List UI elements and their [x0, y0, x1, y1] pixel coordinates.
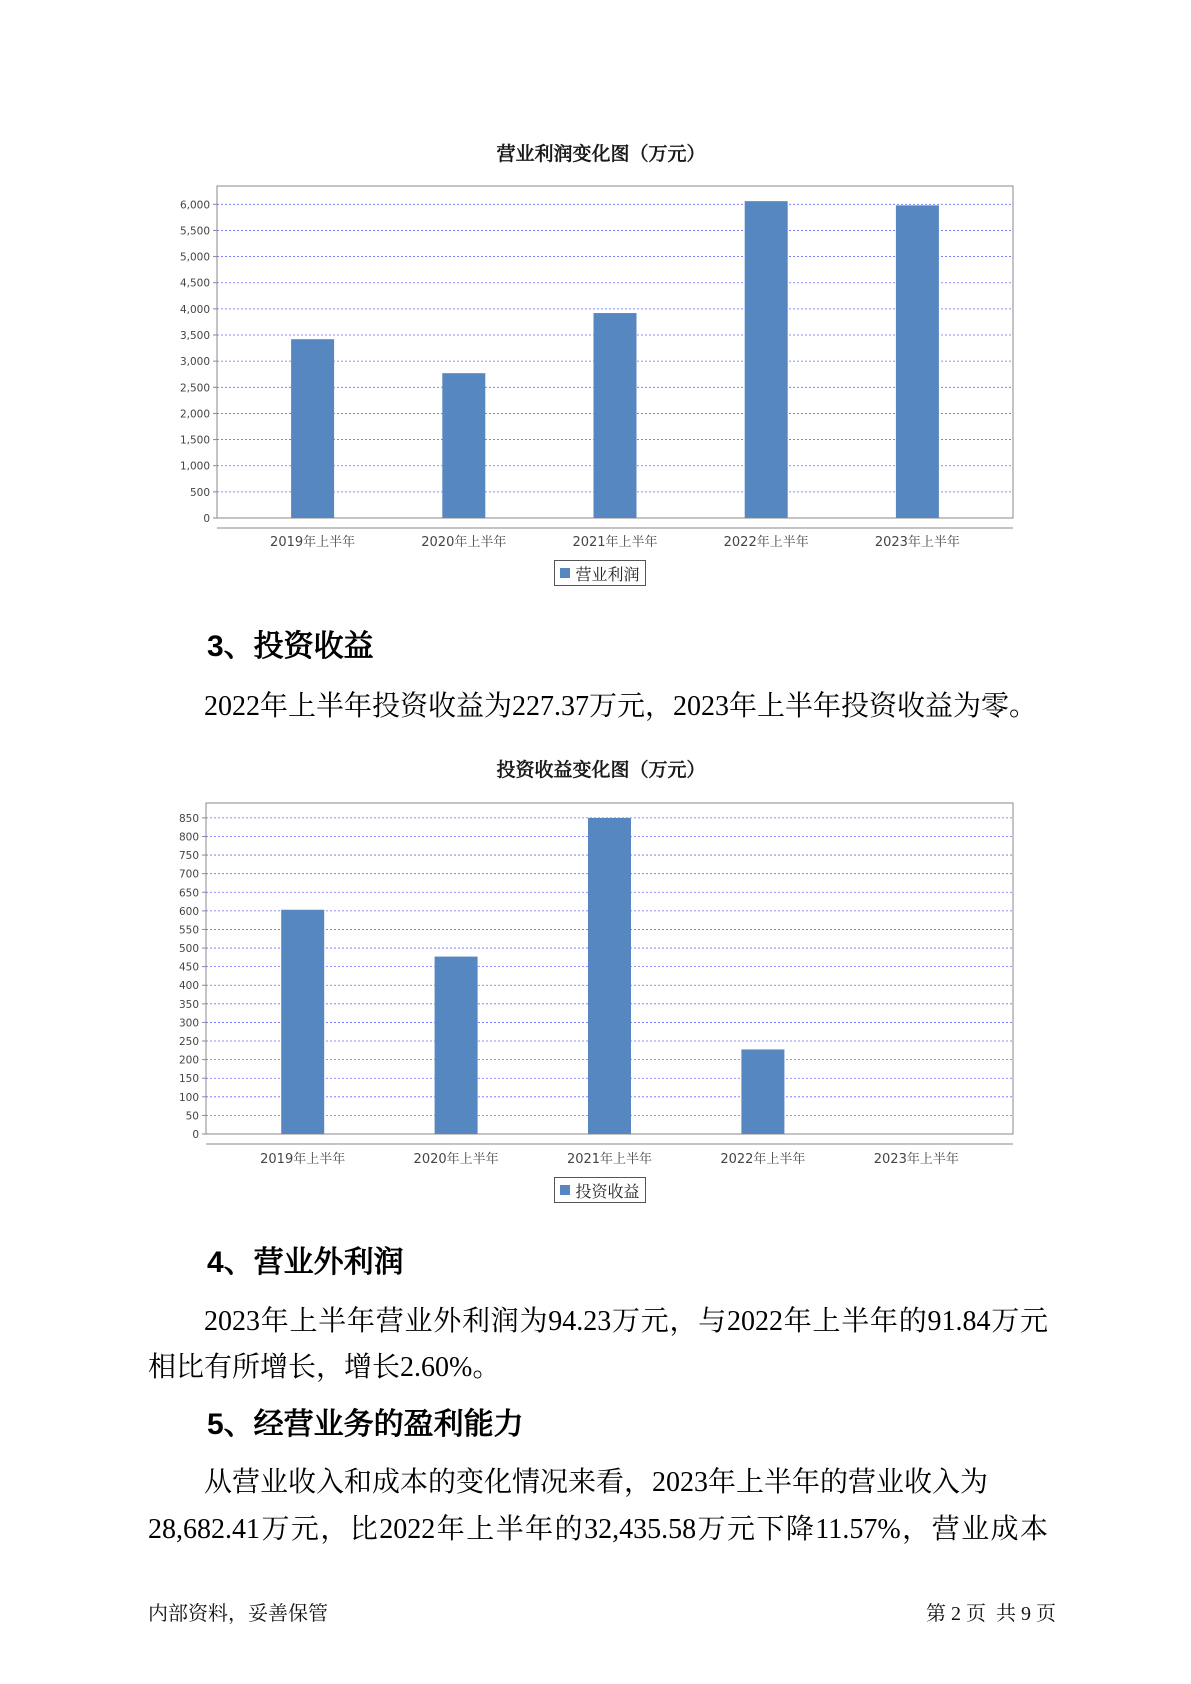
investment-income-bar [741, 1049, 784, 1134]
y-tick-label: 0 [203, 513, 210, 525]
y-tick-label: 150 [178, 1073, 199, 1086]
section-heading-non-operating-profit: 4、营业外利润 [207, 1246, 404, 1279]
x-category-label: 2023年上半年 [873, 1152, 959, 1167]
y-tick-label: 750 [178, 850, 199, 863]
x-category-label: 2019年上半年 [270, 535, 356, 550]
y-tick-label: 400 [178, 980, 199, 993]
y-tick-label: 550 [178, 924, 199, 937]
paragraph-line: 2022年上半年投资收益为227.37万元，2023年上半年投资收益为零。 [204, 691, 1038, 722]
investment-income-legend-container [400, 1177, 800, 1203]
operating-profit-legend-container [400, 560, 800, 586]
operating-profit-chart-title: 营业利润变化图（万元） [496, 144, 706, 165]
y-tick-label: 5,000 [179, 251, 210, 264]
y-tick-label: 1,000 [179, 460, 210, 473]
y-tick-label: 4,000 [179, 303, 210, 316]
y-tick-label: 500 [178, 943, 199, 956]
y-tick-label: 300 [178, 1017, 199, 1030]
operating-profit-bar [291, 339, 334, 518]
operating-profit-bar [594, 313, 637, 518]
y-tick-label: 5,500 [179, 225, 210, 238]
y-tick-label: 3,500 [179, 330, 210, 343]
y-tick-label: 250 [178, 1036, 199, 1049]
paragraph-line: 从营业收入和成本的变化情况来看，2023年上半年的营业收入为 [204, 1467, 989, 1498]
paragraph-line: 2023年上半年营业外利润为94.23万元，与2022年上半年的91.84万元 [204, 1306, 1048, 1337]
y-tick-label: 1,500 [179, 434, 210, 447]
x-category-label: 2021年上半年 [566, 1152, 653, 1167]
legend-swatch [560, 568, 570, 578]
investment-income-bar [281, 910, 324, 1134]
y-tick-label: 700 [178, 868, 199, 881]
y-tick-label: 850 [178, 812, 199, 825]
operating-profit-legend [554, 560, 645, 586]
legend-label: 投资收益 [575, 1183, 640, 1201]
y-tick-label: 200 [178, 1054, 199, 1067]
operating-profit-chart [0, 170, 1191, 560]
x-category-label: 2023年上半年 [874, 535, 960, 550]
legend-label: 营业利润 [575, 566, 640, 584]
legend-swatch [560, 1185, 570, 1195]
investment-income-chart [0, 787, 1191, 1177]
y-tick-label: 650 [178, 887, 199, 900]
paragraph-line: 相比有所增长，增长2.60%。 [148, 1352, 501, 1383]
footer-confidential-note: 内部资料，妥善保管 [148, 1603, 328, 1625]
y-tick-label: 600 [178, 905, 199, 918]
x-category-label: 2021年上半年 [572, 535, 658, 550]
y-tick-label: 450 [178, 961, 199, 974]
footer-page-number: 第 2 页 共 9 页 [926, 1603, 1056, 1625]
section-heading-investment-income: 3、投资收益 [207, 630, 374, 663]
y-tick-label: 800 [178, 831, 199, 844]
operating-profit-bar [896, 205, 939, 518]
y-tick-label: 6,000 [179, 199, 210, 212]
y-tick-label: 350 [178, 998, 199, 1011]
operating-profit-bar [442, 373, 485, 518]
y-tick-label: 3,000 [179, 356, 210, 369]
y-tick-label: 50 [185, 1110, 199, 1123]
y-tick-label: 2,500 [179, 382, 210, 395]
section-heading-profitability: 5、经营业务的盈利能力 [207, 1408, 524, 1441]
x-category-label: 2022年上半年 [720, 1152, 806, 1167]
investment-income-legend [554, 1177, 645, 1203]
y-tick-label: 0 [192, 1129, 199, 1141]
investment-income-bar [588, 818, 631, 1134]
investment-income-bar [435, 957, 478, 1134]
x-category-label: 2022年上半年 [723, 535, 809, 550]
y-tick-label: 2,000 [179, 408, 210, 421]
x-category-label: 2020年上半年 [413, 1152, 499, 1167]
x-category-label: 2020年上半年 [421, 535, 507, 550]
y-tick-label: 100 [178, 1091, 199, 1104]
investment-income-chart-title: 投资收益变化图（万元） [496, 760, 706, 781]
y-tick-label: 500 [189, 486, 210, 499]
paragraph-line: 28,682.41万元，比2022年上半年的32,435.58万元下降11.57%，营业成本 [148, 1514, 1048, 1545]
x-category-label: 2019年上半年 [260, 1152, 346, 1167]
y-tick-label: 4,500 [179, 277, 210, 290]
operating-profit-bar [745, 201, 788, 518]
